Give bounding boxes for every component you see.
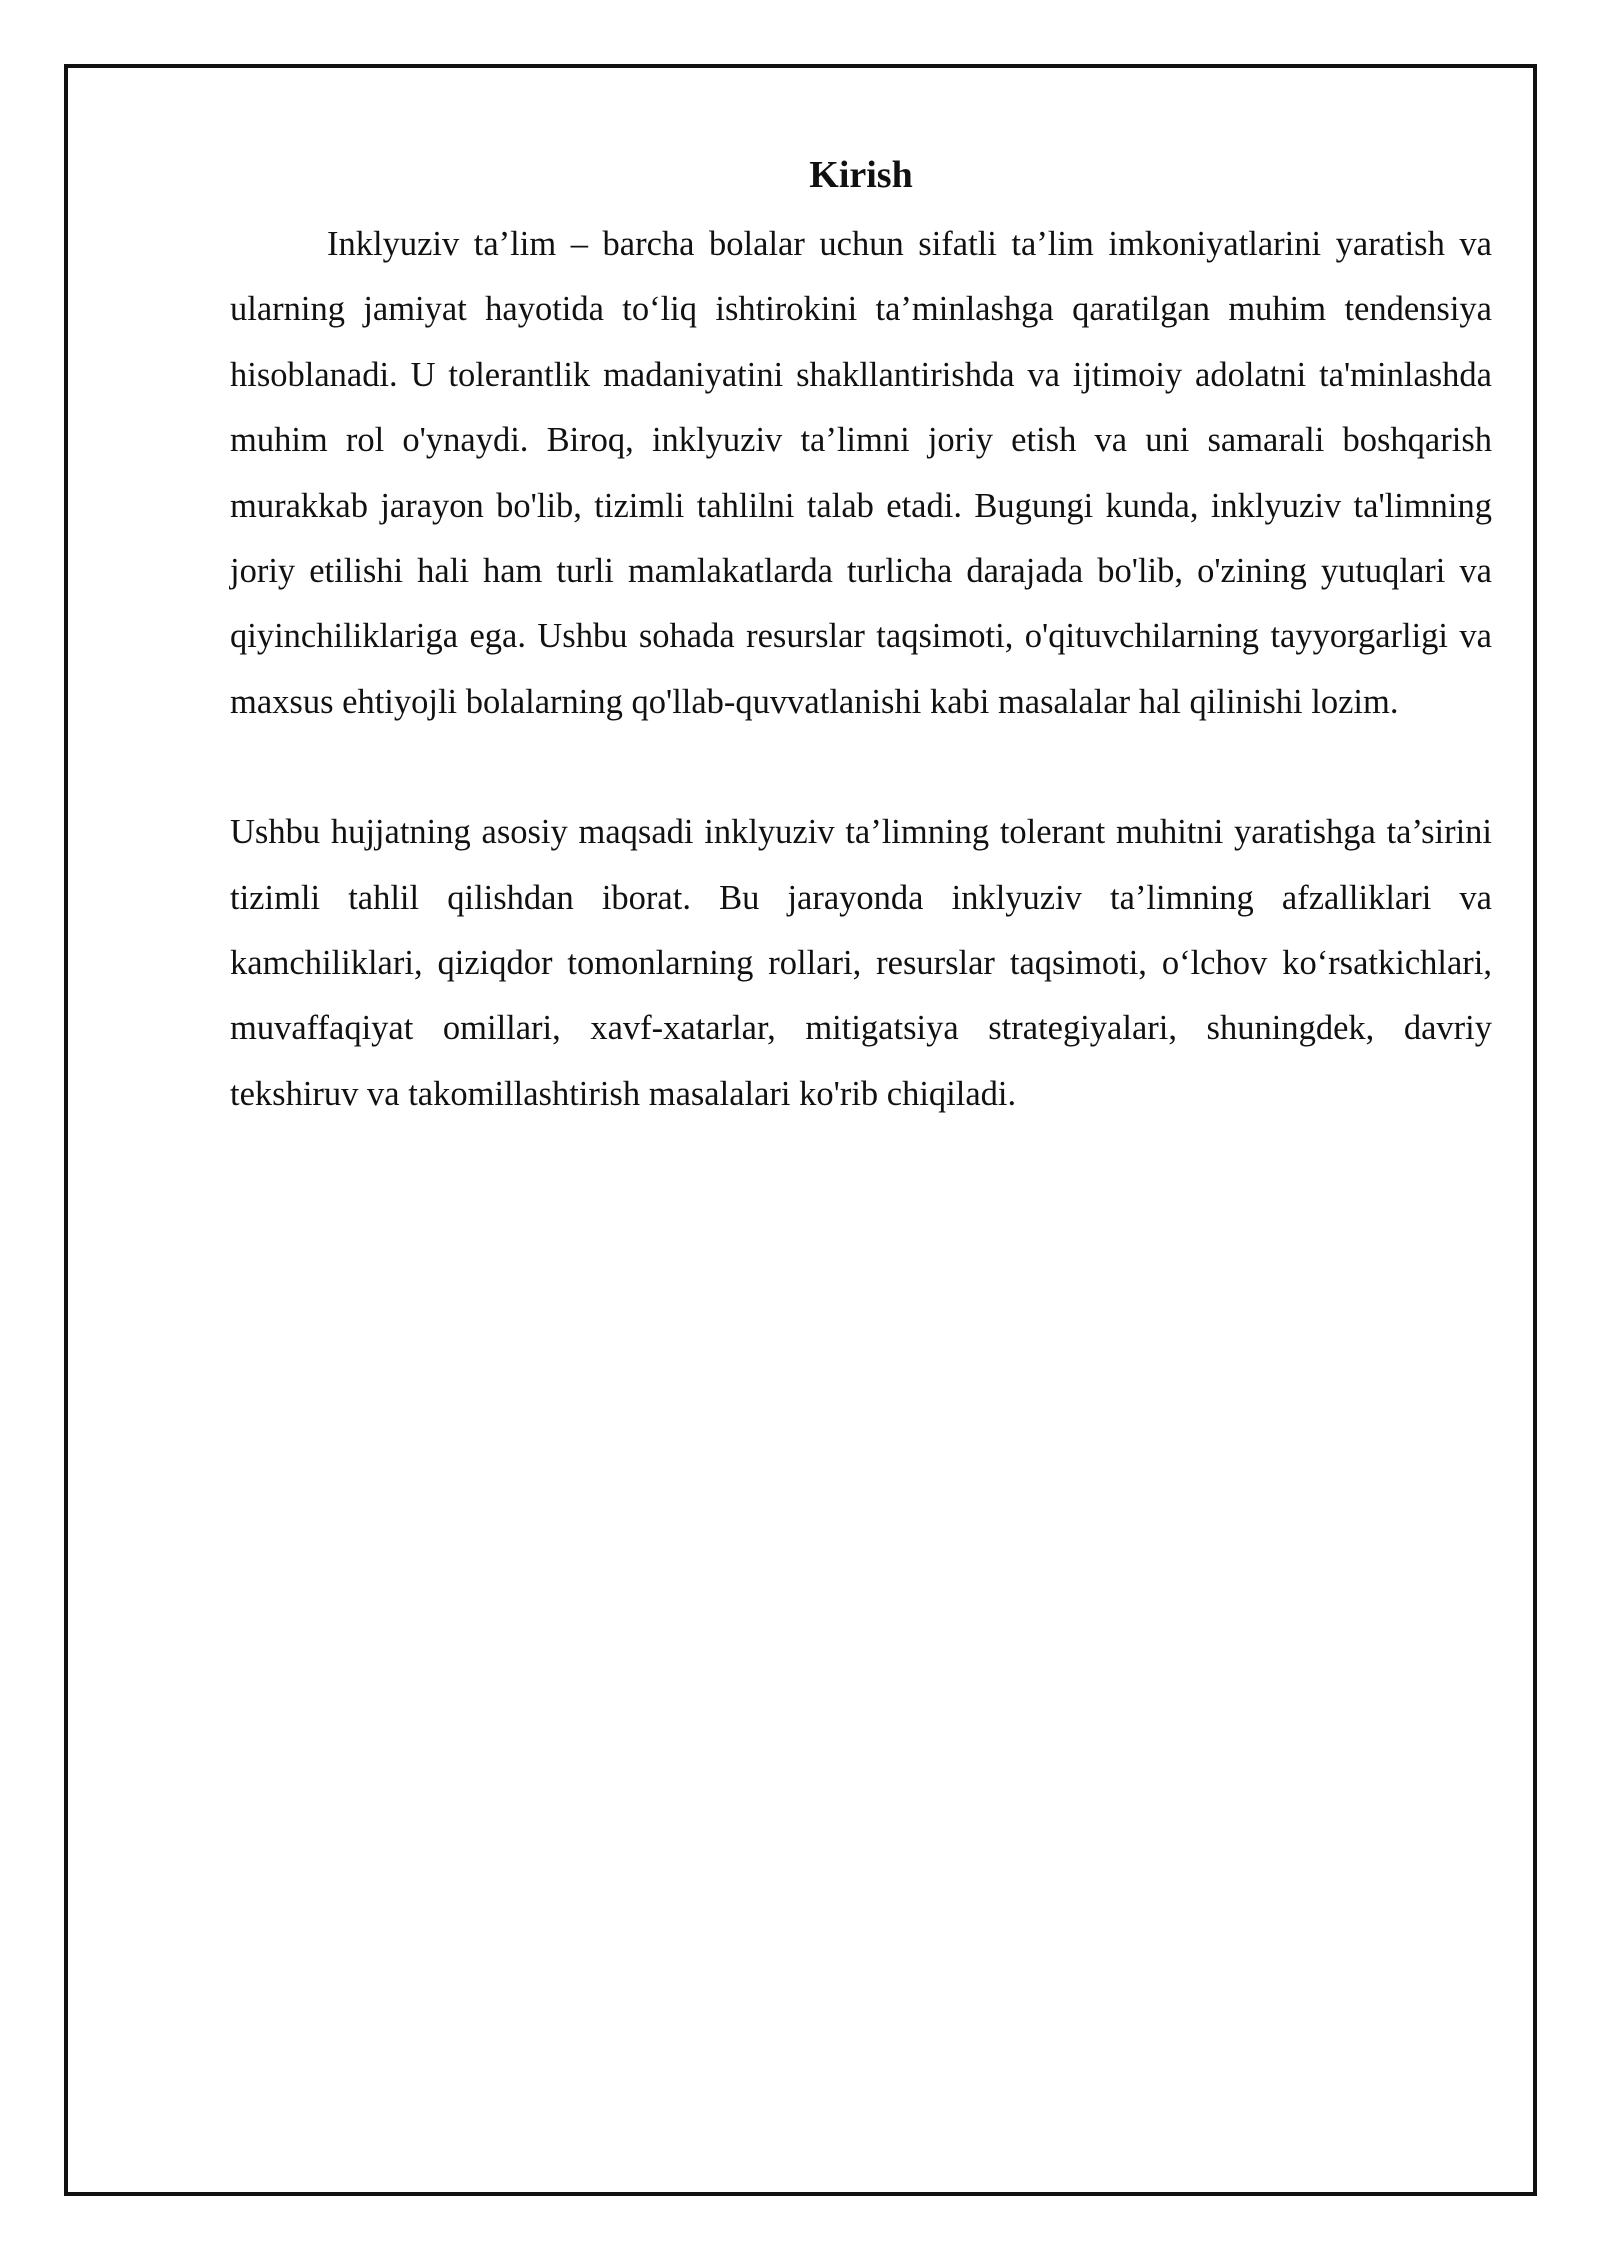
paragraph-spacer	[230, 735, 1492, 800]
paragraph-purpose: Ushbu hujjatning asosiy maqsadi inklyuziv ta’limning tolerant muhitni yaratishga ta’sirini tizimli tahlil qilishdan iborat. Bu jarayonda inklyuziv ta’limning afzalliklari va kamchiliklari, qiziqdor tomonlarning rollari, resurslar taqsimoti, o‘lchov ko‘rsatkichlari, muvaffaqiyat omillari, xavf-xatarlar, mitigatsiya strategiyalari, shuningdek, davriy tekshiruv va takomillashtirish masalalari ko'rib chiqiladi.	[230, 813, 1492, 1113]
document-body	[230, 150, 1492, 1127]
paragraph-intro: Inklyuziv ta’lim – barcha bolalar uchun sifatli ta’lim imkoniyatlarini yaratish va ularning jamiyat hayotida to‘liq ishtirokini ta’minlashga qaratilgan muhim tendensiya hisoblanadi. U tolerantlik madaniyatini shakllantirishda va ijtimoiy adolatni ta'minlashda muhim rol o'ynaydi. Biroq, inklyuziv ta’limni joriy etish va uni samarali boshqarish murakkab jarayon bo'lib, tizimli tahlilni talab etadi. Bugungi kunda, inklyuziv ta'limning joriy etilishi hali ham turli mamlakatlarda turlicha darajada bo'lib, o'zining yutuqlari va qiyinchiliklariga ega. Ushbu sohada resurslar taqsimoti, o'qituvchilarning tayyorgarligi va maxsus ehtiyojli bolalarning qo'llab-quvvatlanishi kabi masalalar hal qilinishi lozim.	[230, 225, 1492, 721]
document-title: Kirish	[809, 154, 913, 196]
